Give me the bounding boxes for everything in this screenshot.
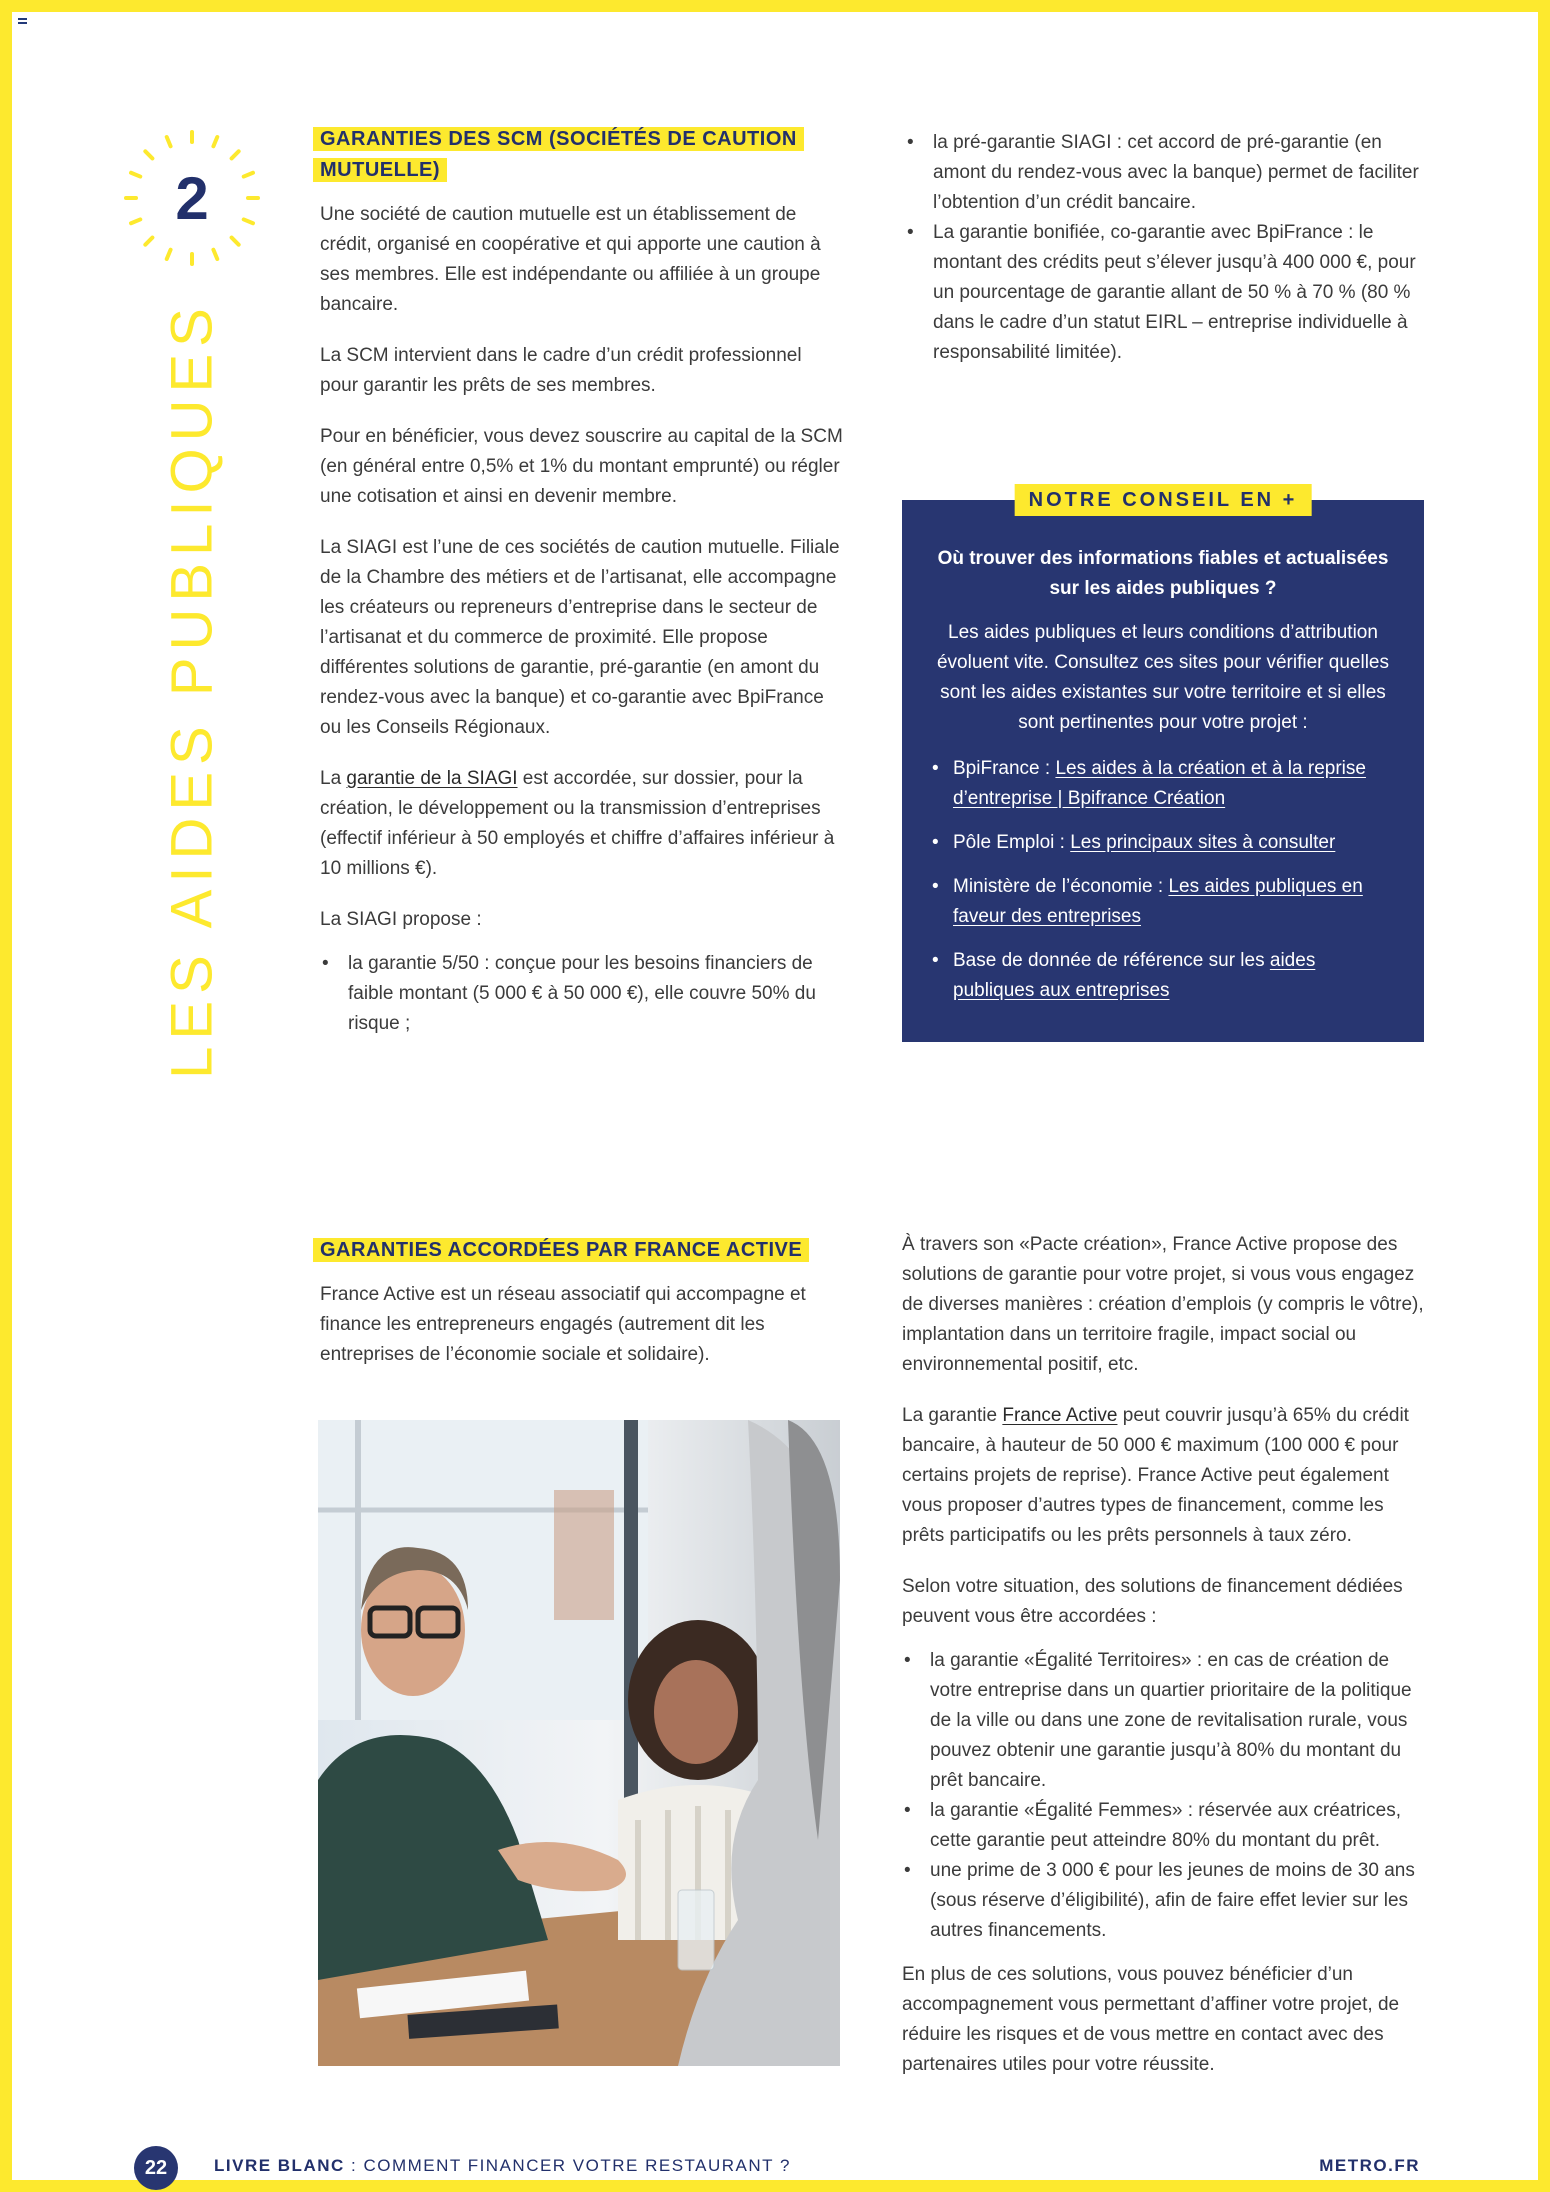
chapter-title: LES AIDES PUBLIQUES xyxy=(159,301,225,1079)
text: est accordée, sur dossier, pour la création, le développement ou la transmission d’entreprises (effectif inférieur à 50 employés et chiffre d’affaires inférieur à 10 millions €). xyxy=(320,768,835,879)
list-item: • la garantie «Égalité Territoires» : en cas de création de votre entreprise dans un quartier prioritaire de la politique de la ville ou dans une zone de revitalisation rurale, vous pouvez obtenir une garantie jusqu’à 80% du montant du prêt bancaire. xyxy=(902,1646,1426,1796)
footer-website[interactable]: METRO.FR xyxy=(1319,2156,1420,2175)
pole-emploi-link[interactable]: Les principaux sites à consulter xyxy=(1070,832,1336,853)
scm-paragraph: Pour en bénéficier, vous devez souscrire au capital de la SCM (en général entre 0,5% et 1% du montant emprunté) ou régler une cotisation et ainsi en devenir membre. xyxy=(320,426,843,507)
france-active-paragraph: France Active est un réseau associatif qui accompagne et finance les entrepreneurs engagés (autrement dit les entreprises de l’économie sociale et solidaire). xyxy=(320,1284,806,1365)
aides-publiques-link[interactable]: aides publiques aux entreprises xyxy=(953,950,1316,1001)
text: Base de donnée de référence sur les xyxy=(953,950,1270,971)
scm-heading: GARANTIES DES SCM (SOCIÉTÉS DE CAUTION MUTUELLE) xyxy=(313,127,804,182)
footer-brand: LIVRE BLANC xyxy=(214,2156,345,2175)
advice-box xyxy=(902,489,1424,1042)
text: BpiFrance : xyxy=(953,758,1056,779)
text: Pôle Emploi : xyxy=(953,832,1071,853)
list-item: • la garantie 5/50 : conçue pour les besoins financiers de faible montant (5 000 € à 50 000 €), elle couvre 50% du risque ; xyxy=(320,949,844,1039)
text: Ministère de l’économie : xyxy=(953,876,1169,897)
france-active-paragraph xyxy=(902,1401,1426,1551)
chapter-number: 2 xyxy=(175,164,209,232)
siagi-guarantee-link[interactable]: garantie de la SIAGI xyxy=(346,768,518,789)
scm-paragraph: La SIAGI propose : xyxy=(320,909,482,930)
siagi-offer-list-continued xyxy=(905,128,1427,368)
list-item xyxy=(932,946,1394,1006)
scm-section xyxy=(320,124,844,1039)
france-active-heading: GARANTIES ACCORDÉES PAR FRANCE ACTIVE xyxy=(313,1238,809,1262)
text: La xyxy=(320,768,347,789)
page-number: 22 xyxy=(134,2146,178,2190)
handshake-photo xyxy=(318,1420,840,2066)
list-item: • la garantie «Égalité Femmes» : réservée aux créatrices, cette garantie peut atteindre 80% du montant du prêt. xyxy=(902,1796,1426,1856)
france-active-paragraph: À travers son «Pacte création», France Active propose des solutions de garantie pour votre projet, si vous vous engagez de diverses manières : création d’emplois (y compris le vôtre), implantation dans un territoire fragile, impact social ou environnemental positif, etc. xyxy=(902,1234,1424,1375)
footer-title xyxy=(214,2156,791,2176)
chapter-badge xyxy=(122,128,262,268)
scm-section-continued xyxy=(905,128,1427,368)
advice-label: NOTRE CONSEIL EN + xyxy=(1015,484,1312,516)
france-active-paragraph: Selon votre situation, des solutions de financement dédiées peuvent vous être accordées : xyxy=(902,1576,1403,1627)
bpifrance-link[interactable]: Les aides à la création et à la reprise d’entreprise | Bpifrance Création xyxy=(953,758,1366,809)
advice-question: Où trouver des informations fiables et actualisées sur les aides publiques ? xyxy=(937,548,1389,599)
list-item: • la pré-garantie SIAGI : cet accord de pré-garantie (en amont du rendez-vous avec la banque) permet de faciliter l’obtention d’un crédit bancaire. xyxy=(905,128,1427,218)
footer-separator: : xyxy=(344,2156,364,2175)
scm-paragraph: La SCM intervient dans le cadre d’un crédit professionnel pour garantir les prêts de ses membres. xyxy=(320,345,802,396)
scm-paragraph: La SIAGI est l’une de ces sociétés de caution mutuelle. Filiale de la Chambre des métiers et de l’artisanat, elle accompagne les créateurs ou repreneurs d’entreprise dans le secteur de l’artisanat et du commerce de proximité. Elle propose différentes solutions de garantie, pré-garantie (en amont du rendez-vous avec la banque) et co-garantie avec BpiFrance ou les Conseils Régionaux. xyxy=(320,537,840,738)
footer-subtitle: COMMENT FINANCER VOTRE RESTAURANT ? xyxy=(363,2156,791,2175)
france-active-paragraph: En plus de ces solutions, vous pouvez bénéficier d’un accompagnement vous permettant d’affiner votre projet, de réduire les risques et de vous mettre en contact avec des partenaires utiles pour votre réussite. xyxy=(902,1964,1400,2075)
text: La garantie xyxy=(902,1405,1003,1426)
advice-intro: Les aides publiques et leurs conditions d’attribution évoluent vite. Consultez ces sites pour vérifier quelles sont les aides existantes sur votre territoire et si elles sont pertinentes pour votre projet : xyxy=(936,622,1389,733)
scm-paragraph: Une société de caution mutuelle est un établissement de crédit, organisé en coopérative et qui apporte une caution à ses membres. Elle est indépendante ou affiliée à un groupe bancaire. xyxy=(320,204,821,315)
france-active-section-continued xyxy=(902,1230,1426,2101)
list-item: • une prime de 3 000 € pour les jeunes de moins de 30 ans (sous réserve d’éligibilité), afin de faire effet levier sur les autres financements. xyxy=(902,1856,1426,1946)
text: peut couvrir jusqu’à 65% du crédit bancaire, à hauteur de 50 000 € maximum (100 000 € pour certains projets de reprise). France Active peut également vous proposer d’autres types de financement, comme les prêts participatifs ou les prêts personnels à taux zéro. xyxy=(902,1405,1409,1546)
ministere-link[interactable]: Les aides publiques en faveur des entreprises xyxy=(953,876,1363,927)
advice-links-list xyxy=(932,754,1394,1006)
list-item xyxy=(932,754,1394,814)
france-active-link[interactable]: France Active xyxy=(1002,1405,1118,1426)
menu-icon[interactable] xyxy=(18,18,27,27)
scm-paragraph xyxy=(320,764,844,884)
list-item xyxy=(932,828,1394,858)
list-item xyxy=(932,872,1394,932)
france-active-section xyxy=(320,1235,844,1391)
list-item: • La garantie bonifiée, co-garantie avec BpiFrance : le montant des crédits peut s’élever jusqu’à 400 000 €, pour un pourcentage de garantie allant de 50 % à 70 % (80 % dans le cadre d’un statut EIRL – entreprise individuelle à responsabilité limitée). xyxy=(905,218,1427,368)
france-active-list xyxy=(902,1646,1426,1946)
siagi-offer-list xyxy=(320,949,844,1039)
